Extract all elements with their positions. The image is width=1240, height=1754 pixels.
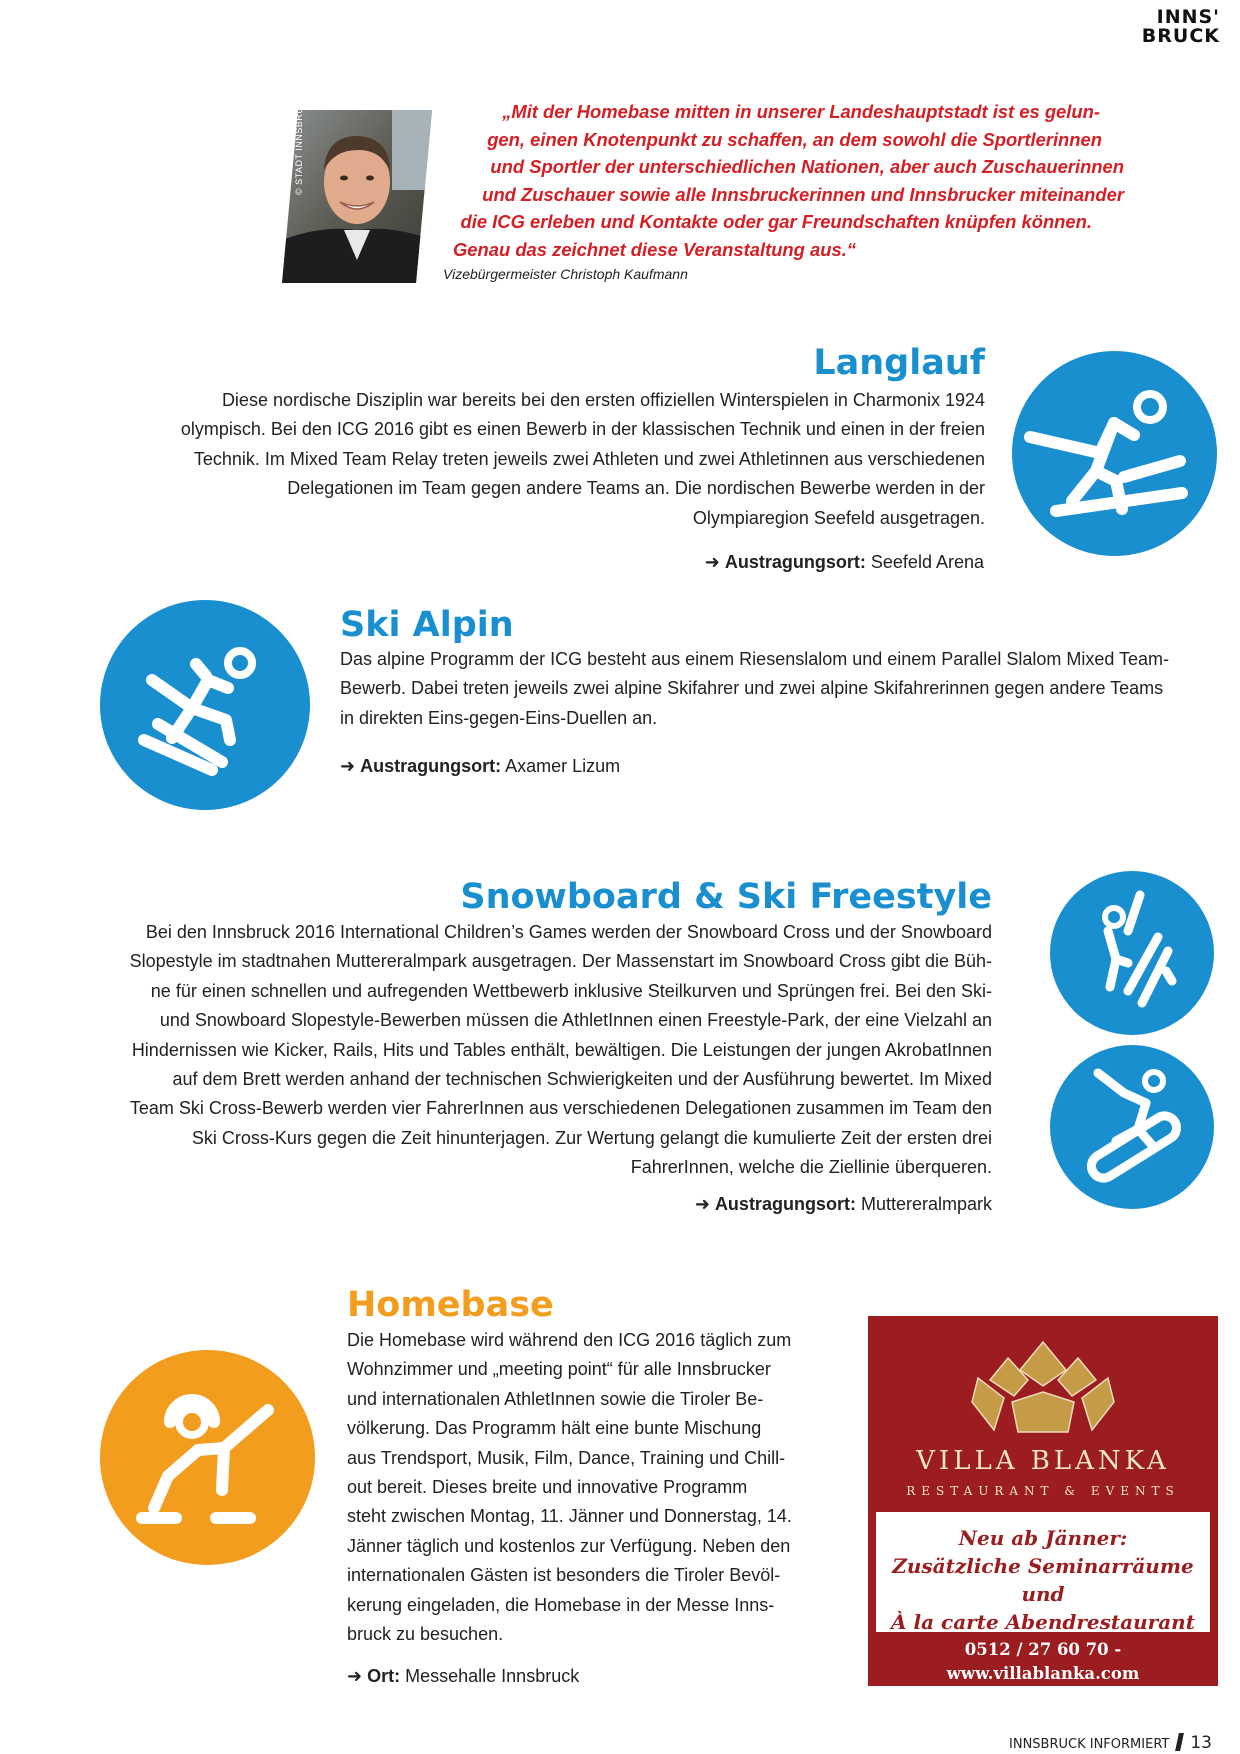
text-line: Jänner täglich und kostenlos zur Verfügung. Neben den: [347, 1535, 791, 1556]
arrow-icon: ➜: [704, 552, 720, 572]
quote-author: Vizebürgermeister Christoph Kaufmann: [443, 266, 688, 282]
text-line: Ski Cross-Kurs gegen die Zeit hinunterjagen. Zur Wertung gelangt die kumulierte Zeit der ersten drei: [191, 1127, 992, 1148]
text-line: Delegationen im Team gegen andere Teams an. Die nordischen Bewerbe werden in der: [287, 478, 985, 499]
venue-value: Seefeld Arena: [870, 552, 984, 572]
separator-divider: [1175, 1733, 1184, 1751]
homebase-venue: [347, 1666, 579, 1687]
publication-name: INNSBRUCK INFORMIERT: [1009, 1737, 1170, 1752]
quote-line-5: die ICG erleben und Kontakte oder gar Freundschaften knüpfen können.: [460, 211, 1092, 232]
arrow-icon: ➜: [340, 756, 356, 776]
text-line: ne für einen schnellen und aufregenden Wettbewerb inklusive Steilkurven und Sprüngen frei. Bei den Ski-: [150, 980, 992, 1001]
arrow-icon: ➜: [347, 1666, 363, 1686]
quote-line-4: und Zuschauer sowie alle Innsbruckerinnen und Innsbrucker miteinander: [482, 183, 1124, 205]
text-line: Das alpine Programm der ICG besteht aus einem Riesenslalom und einem Parallel Slalom Mixed Team-: [340, 649, 1170, 669]
ski-freestyle-icon: [1050, 871, 1214, 1035]
quote-line-2: gen, einen Knotenpunkt zu schaffen, an dem sowohl die Sportlerinnen: [487, 128, 1102, 150]
text-line: Bewerb. Dabei treten jeweils zwei alpine Skifahrer und zwei alpine Skifahrerinnen gegen andere Teams: [340, 678, 1164, 699]
freestyle-title: Snowboard & Ski Freestyle: [460, 877, 992, 917]
page-footer: [1009, 1733, 1212, 1753]
ski-alpin-title: Ski Alpin: [340, 605, 514, 645]
quote-line-6: Genau das zeichnet diese Veranstaltung aus.“: [452, 238, 856, 260]
ad-brand-name: VILLA BLANKA: [916, 1446, 1170, 1476]
text-line: Technik. Im Mixed Team Relay treten jeweils zwei Athleten und zwei Athletinnen aus verschiedenen: [193, 448, 985, 469]
logo-line-2: BRUCK: [1141, 25, 1220, 47]
crown-logo-icon: [968, 1340, 1118, 1436]
langlauf-title: Langlauf: [813, 343, 985, 383]
text-line: Team Ski Cross-Bewerb werden vier FahrerInnen aus verschiedenen Delegationen zusammen im Team den: [129, 1098, 992, 1119]
villa-blanka-ad[interactable]: [868, 1316, 1218, 1707]
venue-value: Messehalle Innsbruck: [405, 1666, 580, 1686]
text-line: Hindernissen wie Kicker, Rails, Hits und Tables enthält, bewältigen. Die Leistungen der jungen AkrobatInnen: [131, 1039, 992, 1060]
ad-promo-box: [876, 1512, 1210, 1632]
venue-value: Axamer Lizum: [505, 756, 621, 776]
text-line: und internationalen AthletInnen sowie die Tiroler Be-: [347, 1388, 764, 1409]
logo-line-1: INNS': [1156, 6, 1220, 28]
innsbruck-logo: [1142, 8, 1220, 46]
text-line: und Snowboard Slopestyle-Bewerben müssen die AthletInnen einen Freestyle-Park, der eine Vielzahl an: [159, 1010, 992, 1031]
ad-promo-line: Neu ab Jänner:: [958, 1526, 1128, 1550]
venue-label: Austragungsort:: [360, 756, 502, 776]
ad-promo-line: Zusätzliche Seminarräume und: [892, 1554, 1194, 1606]
quote-line-3: und Sportler der unterschiedlichen Nationen, aber auch Zuschauerinnen: [490, 156, 1124, 177]
arrow-icon: ➜: [694, 1194, 710, 1214]
text-line: Die Homebase wird während den ICG 2016 täglich zum: [347, 1330, 792, 1350]
venue-label: Austragungsort:: [714, 1194, 856, 1214]
venue-label: Ort:: [367, 1666, 401, 1686]
ad-promo-line: À la carte Abendrestaurant: [891, 1610, 1195, 1634]
homebase-dj-icon: [100, 1350, 315, 1565]
text-line: kerung eingeladen, die Homebase in der Messe Inns-: [347, 1594, 775, 1615]
langlauf-text: [85, 386, 985, 533]
ad-contact: [876, 1638, 1210, 1710]
text-line: out bereit. Dieses breite und innovative Programm: [347, 1477, 748, 1498]
text-line: bruck zu besuchen.: [347, 1624, 504, 1645]
portrait-photo: [282, 110, 432, 283]
freestyle-text: [0, 918, 992, 1183]
homebase-title: Homebase: [347, 1285, 554, 1325]
text-line: olympisch. Bei den ICG 2016 gibt es einen Bewerb in der klassischen Technik und einen in der freien: [180, 419, 985, 440]
page-number: 13: [1190, 1733, 1212, 1753]
text-line: in direkten Eins-gegen-Eins-Duellen an.: [340, 707, 658, 728]
text-line: Slopestyle im stadtnahen Muttereralmpark ausgetragen. Der Massenstart im Snowboard Cross gibt die Büh-: [129, 951, 992, 972]
ad-tagline: RESTAURANT & EVENTS: [906, 1484, 1180, 1498]
langlauf-venue: [705, 552, 984, 573]
text-line: aus Trendsport, Musik, Film, Dance, Training und Chill-: [347, 1447, 786, 1468]
ad-contact-line[interactable]: 0512 / 27 60 70 - www.villablanka.com: [946, 1640, 1140, 1683]
text-line: FahrerInnen, welche die Ziellinie überqueren.: [630, 1157, 992, 1178]
quote-line-1: „Mit der Homebase mitten in unserer Landeshauptstadt ist es gelun-: [502, 101, 1100, 122]
venue-label: Austragungsort:: [724, 552, 866, 572]
ski-alpin-text: [340, 645, 1220, 733]
homebase-text: [347, 1326, 827, 1649]
text-line: Diese nordische Disziplin war bereits bei den ersten offiziellen Winterspielen in Charmonix 1924: [221, 390, 985, 410]
alpine-skiing-icon: [100, 600, 310, 810]
venue-value: Muttereralmpark: [860, 1194, 992, 1214]
freestyle-venue: [695, 1194, 992, 1215]
text-line: Olympiaregion Seefeld ausgetragen.: [692, 507, 985, 528]
text-line: Wohnzimmer und „meeting point“ für alle Innsbrucker: [347, 1359, 771, 1380]
text-line: steht zwischen Montag, 11. Jänner und Donnerstag, 14.: [347, 1506, 792, 1527]
text-line: Bei den Innsbruck 2016 International Children’s Games werden der Snowboard Cross und der Snowboard: [145, 922, 992, 942]
cross-country-skiing-icon: [1012, 351, 1217, 556]
text-line: völkerung. Das Programm hält eine bunte Mischung: [347, 1418, 762, 1439]
snowboard-icon: [1050, 1045, 1214, 1209]
photo-credit: © STADT INNSBRUCK: [294, 93, 304, 195]
text-line: auf dem Brett werden anhand der technischen Schwierigkeiten und der Ausführung bewertet. Im Mixed: [172, 1069, 992, 1090]
ad-parking-line: Kostenlose Tiefgarage!: [935, 1688, 1151, 1707]
ski-alpin-venue: [340, 756, 620, 777]
text-line: internationalen Gästen ist besonders die Tiroler Bevöl-: [347, 1565, 781, 1586]
